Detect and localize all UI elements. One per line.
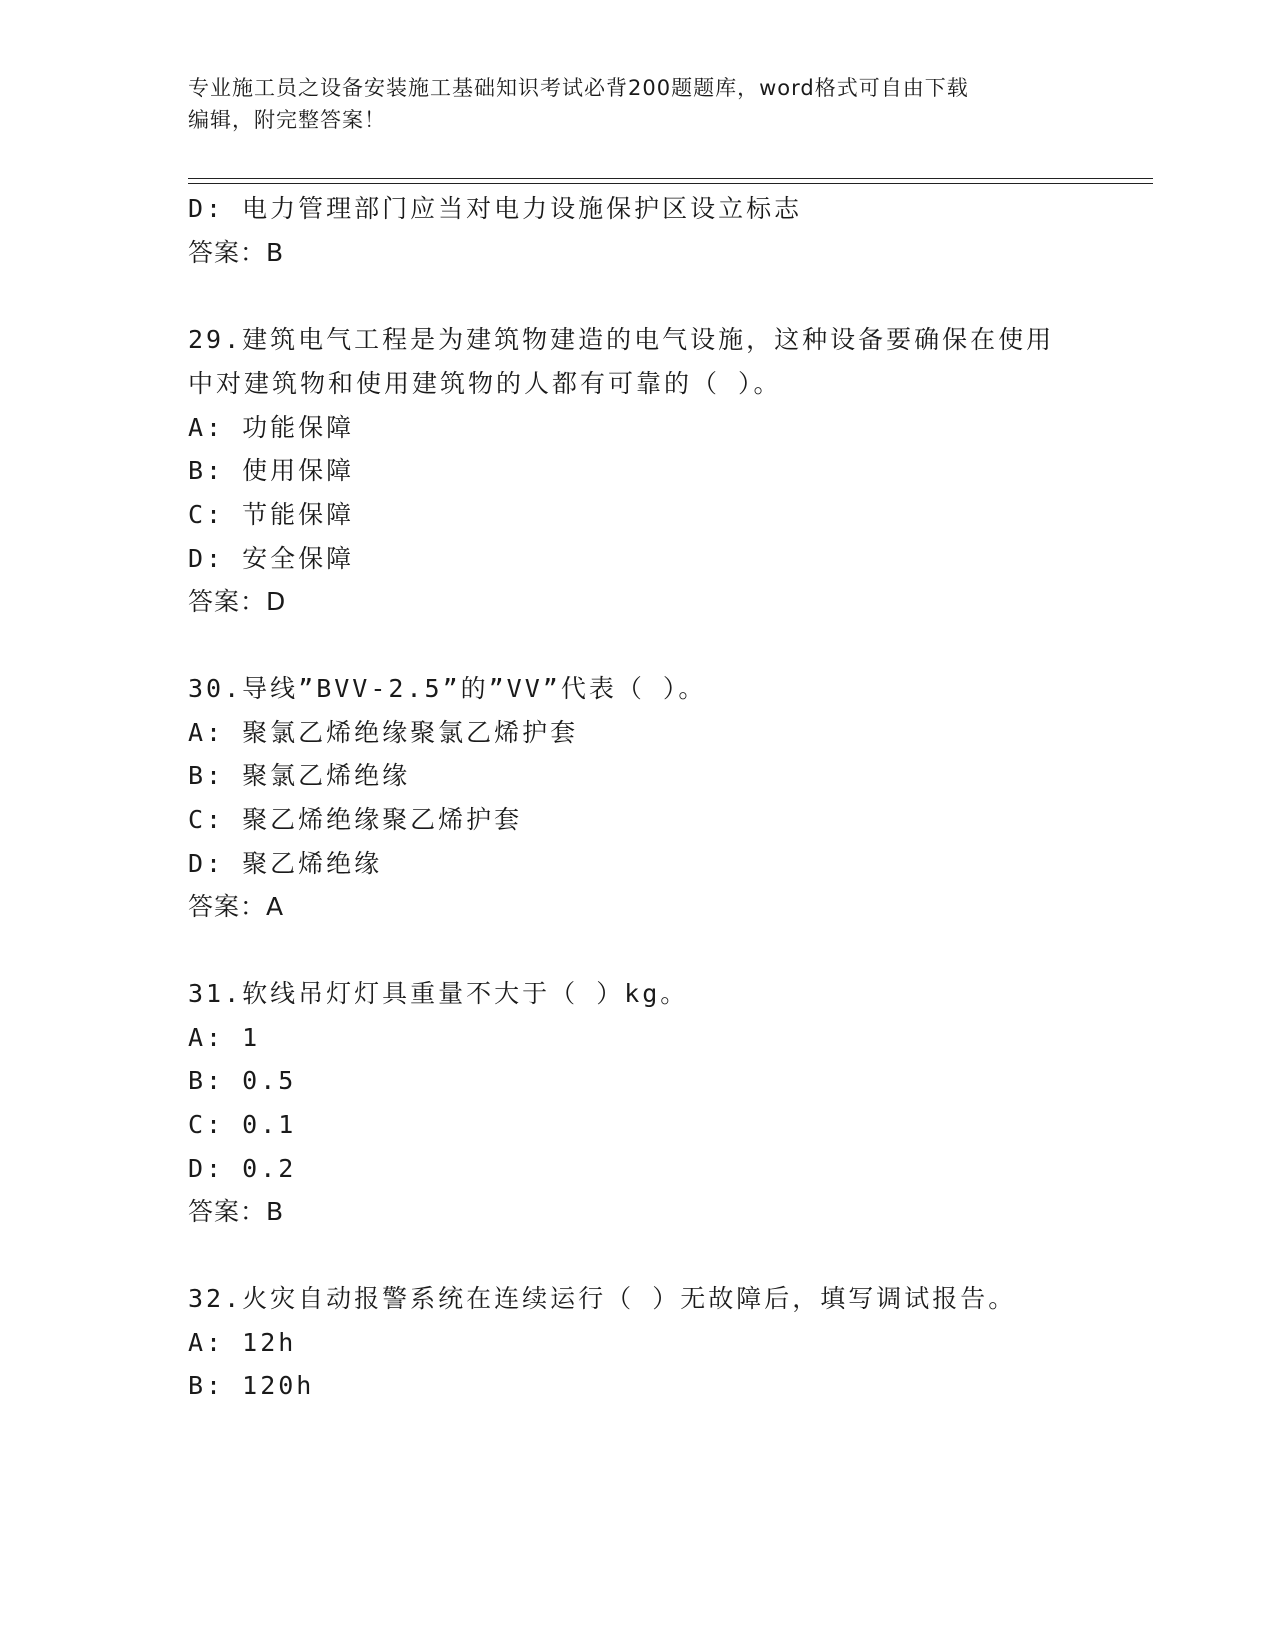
question-32-option-a: A: 12h [188, 1328, 297, 1357]
document-header [188, 72, 1068, 136]
prev-answer: 答案：B [188, 238, 285, 267]
header-divider-top [188, 178, 1153, 179]
question-29-option-c: C: 节能保障 [188, 500, 355, 529]
header-line-1: 专业施工员之设备安装施工基础知识考试必背200题题库，word格式可自由下载 [188, 76, 969, 100]
question-32-option-b: B: 120h [188, 1371, 315, 1400]
prev-option-d: D: 电力管理部门应当对电力设施保护区设立标志 [188, 194, 803, 223]
question-31-option-b: B: 0.5 [188, 1066, 297, 1095]
question-29-option-d: D: 安全保障 [188, 544, 355, 573]
question-32-stem: 32.火灾自动报警系统在连续运行（ ）无故障后，填写调试报告。 [188, 1284, 1017, 1313]
question-31-answer: 答案：B [188, 1197, 285, 1226]
question-29-option-a: A: 功能保障 [188, 413, 355, 442]
question-30-option-d: D: 聚乙烯绝缘 [188, 849, 383, 878]
question-30-answer: 答案：A [188, 892, 285, 921]
question-31-option-a: A: 1 [188, 1023, 261, 1052]
question-31-stem: 31.软线吊灯灯具重量不大于（ ）kg。 [188, 979, 689, 1008]
question-29-answer: 答案：D [188, 587, 287, 616]
header-divider-bottom [188, 183, 1153, 184]
question-29-option-b: B: 使用保障 [188, 456, 355, 485]
question-31-option-d: D: 0.2 [188, 1154, 297, 1183]
question-30-option-c: C: 聚乙烯绝缘聚乙烯护套 [188, 805, 523, 834]
question-29-stem-line-2: 中对建筑物和使用建筑物的人都有可靠的（ ）。 [188, 369, 782, 398]
question-30-stem: 30.导线”BVV-2.5”的”VV”代表（ ）。 [188, 674, 707, 703]
question-30-option-b: B: 聚氯乙烯绝缘 [188, 761, 411, 790]
question-31-option-c: C: 0.1 [188, 1110, 297, 1139]
question-29-stem-line-1: 29.建筑电气工程是为建筑物建造的电气设施，这种设备要确保在使用 [188, 325, 1055, 354]
header-line-2: 编辑，附完整答案！ [188, 108, 386, 132]
question-30-option-a: A: 聚氯乙烯绝缘聚氯乙烯护套 [188, 718, 579, 747]
